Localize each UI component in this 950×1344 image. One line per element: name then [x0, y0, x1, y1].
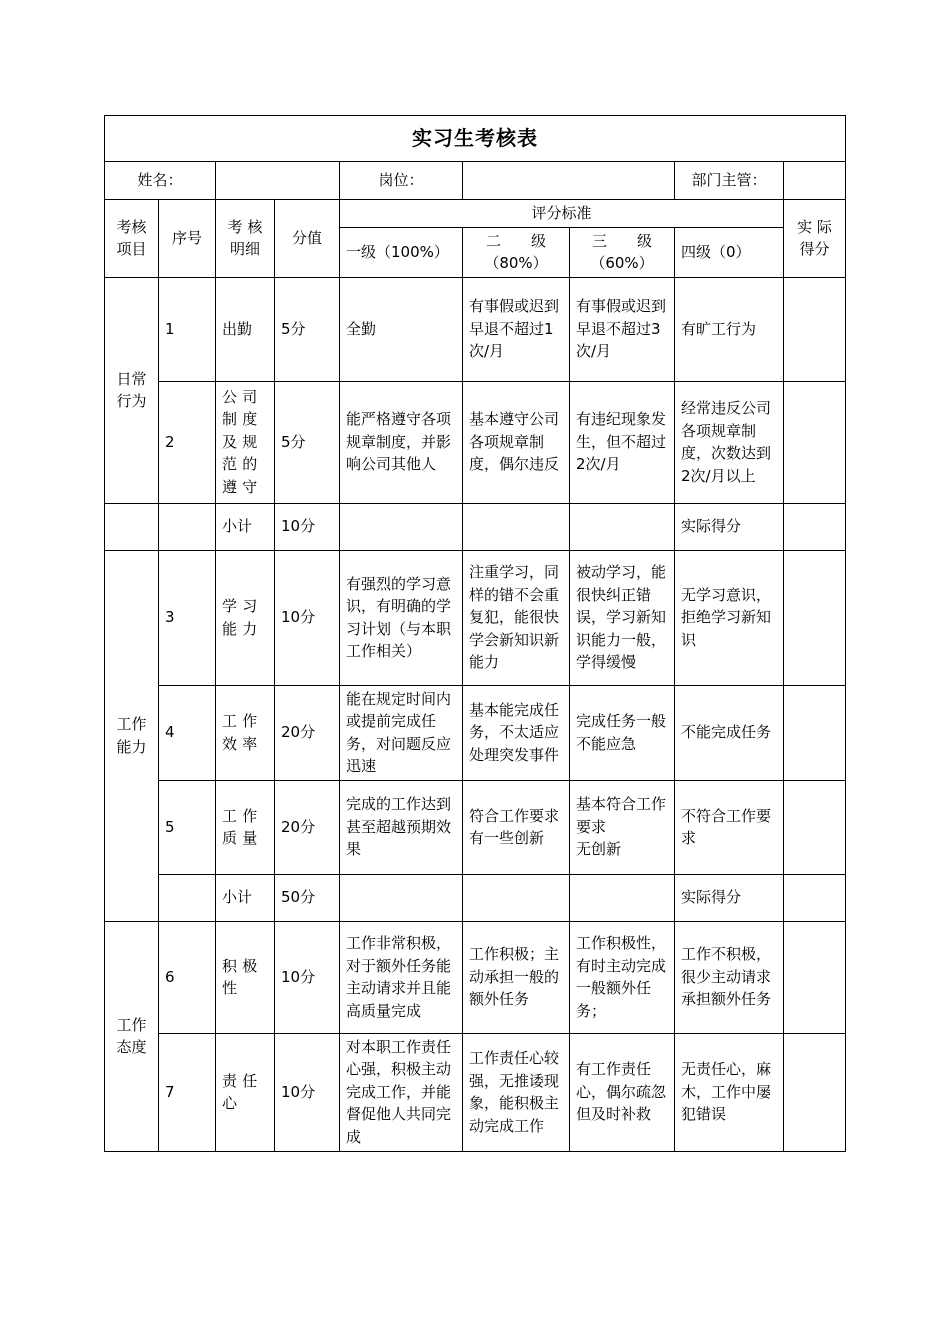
item-detail: 公司制度及规范的遵守 — [216, 381, 275, 503]
header-level2 — [463, 227, 570, 277]
item-level2: 符合工作要求 有一些创新 — [463, 780, 570, 874]
name-label: 姓名： — [105, 162, 216, 200]
header-level2-line: 二 级 — [485, 231, 546, 250]
subtotal-level3 — [570, 503, 675, 550]
category-work-attitude — [105, 921, 159, 1151]
header-category-line: 项目 — [116, 240, 147, 259]
item-actual-score[interactable] — [784, 780, 846, 874]
item-level1: 对本职工作责任心强，积极主动完成工作，并能督促他人共同完成 — [340, 1033, 463, 1151]
subtotal-label: 小计 — [216, 874, 275, 921]
item-level2: 基本遵守公司各项规章制度，偶尔违反 — [463, 381, 570, 503]
item-level1: 全勤 — [340, 277, 463, 381]
item-level3: 有工作责任心，偶尔疏忽但及时补救 — [570, 1033, 675, 1151]
item-seq: 1 — [159, 277, 216, 381]
item-detail: 学习能力 — [216, 550, 275, 685]
item-level3: 有违纪现象发生，但不超过2次/月 — [570, 381, 675, 503]
item-level4: 无学习意识，拒绝学习新知识 — [675, 550, 784, 685]
item-level2: 有事假或迟到早退不超过1次/月 — [463, 277, 570, 381]
header-detail-line: 考 核 — [227, 217, 263, 236]
item-level1: 能严格遵守各项规章制度，并影响公司其他人 — [340, 381, 463, 503]
item-actual-score[interactable] — [784, 550, 846, 685]
header-actual-line: 得分 — [799, 240, 830, 259]
item-seq: 3 — [159, 550, 216, 685]
item-level2: 注重学习，同样的错不会重复犯，能很快学会新知识新能力 — [463, 550, 570, 685]
name-field[interactable] — [216, 162, 340, 200]
item-seq: 6 — [159, 921, 216, 1033]
item-level2: 工作责任心较强，无推诿现象，能积极主动完成工作 — [463, 1033, 570, 1151]
subtotal-level3 — [570, 874, 675, 921]
post-field[interactable] — [463, 162, 675, 200]
header-score: 分值 — [275, 200, 340, 278]
subtotal-actual-score[interactable] — [784, 874, 846, 921]
category-work-ability — [105, 550, 159, 921]
item-detail: 责任心 — [216, 1033, 275, 1151]
item-score: 10分 — [275, 1033, 340, 1151]
subtotal-label: 小计 — [216, 503, 275, 550]
category-line: 态度 — [116, 1038, 147, 1056]
header-detail-line: 明细 — [229, 240, 260, 259]
item-level3: 完成任务一般 不能应急 — [570, 685, 675, 780]
category-line: 工作 — [116, 715, 147, 733]
category-line: 工作 — [116, 1015, 147, 1034]
item-level4: 不符合工作要求 — [675, 780, 784, 874]
subtotal-level2 — [463, 874, 570, 921]
subtotal-actual-score[interactable] — [784, 503, 846, 550]
subtotal-score: 50分 — [275, 874, 340, 921]
item-score: 20分 — [275, 685, 340, 780]
header-level3-line: 三 级 — [591, 231, 652, 250]
header-level2-line: （80%） — [484, 254, 548, 272]
item-seq: 2 — [159, 381, 216, 503]
header-actual — [784, 200, 846, 278]
item-actual-score[interactable] — [784, 921, 846, 1033]
subtotal-actual-label: 实际得分 — [675, 503, 784, 550]
item-level2: 基本能完成任务，不太适应处理突发事件 — [463, 685, 570, 780]
item-score: 10分 — [275, 550, 340, 685]
item-level4: 无责任心，麻木，工作中屡犯错误 — [675, 1033, 784, 1151]
item-seq: 4 — [159, 685, 216, 780]
item-level4: 不能完成任务 — [675, 685, 784, 780]
item-seq: 7 — [159, 1033, 216, 1151]
item-level3: 被动学习，能很快纠正错误，学习新知识能力一般，学得缓慢 — [570, 550, 675, 685]
item-detail: 积极性 — [216, 921, 275, 1033]
item-score: 5分 — [275, 381, 340, 503]
item-actual-score[interactable] — [784, 1033, 846, 1151]
item-level4: 工作不积极，很少主动请求承担额外任务 — [675, 921, 784, 1033]
header-detail — [216, 200, 275, 278]
header-standard: 评分标准 — [340, 200, 784, 228]
item-level2: 工作积极；主动承担一般的额外任务 — [463, 921, 570, 1033]
category-line: 日常 — [116, 369, 147, 388]
item-score: 5分 — [275, 277, 340, 381]
item-score: 20分 — [275, 780, 340, 874]
subtotal-actual-label: 实际得分 — [675, 874, 784, 921]
item-actual-score[interactable] — [784, 685, 846, 780]
item-detail: 工作质量 — [216, 780, 275, 874]
item-level1: 完成的工作达到甚至超越预期效果 — [340, 780, 463, 874]
header-level3-line: （60%） — [590, 254, 654, 272]
supervisor-label: 部门主管： — [675, 162, 784, 200]
item-level4: 经常违反公司各项规章制度，次数达到2次/月以上 — [675, 381, 784, 503]
item-actual-score[interactable] — [784, 277, 846, 381]
header-actual-line: 实 际 — [797, 217, 832, 236]
category-line: 行为 — [116, 392, 147, 410]
subtotal-score: 10分 — [275, 503, 340, 550]
item-actual-score[interactable] — [784, 381, 846, 503]
subtotal-level1 — [340, 503, 463, 550]
header-seq: 序号 — [159, 200, 216, 278]
header-level4: 四级（0） — [675, 227, 784, 277]
supervisor-field[interactable] — [784, 162, 846, 200]
header-level3 — [570, 227, 675, 277]
subtotal-level1 — [340, 874, 463, 921]
category-line: 能力 — [116, 737, 147, 756]
item-seq: 5 — [159, 780, 216, 874]
header-category-line: 考核 — [116, 217, 147, 236]
page-title: 实习生考核表 — [105, 116, 846, 162]
item-level4: 有旷工行为 — [675, 277, 784, 381]
item-level3: 工作积极性，有时主动完成一般额外任务； — [570, 921, 675, 1033]
assessment-table — [104, 115, 846, 1152]
item-detail: 出勤 — [216, 277, 275, 381]
subtotal-seq — [159, 874, 216, 921]
post-label: 岗位： — [340, 162, 463, 200]
item-level3: 基本符合工作要求 无创新 — [570, 780, 675, 874]
item-level3: 有事假或迟到早退不超过3次/月 — [570, 277, 675, 381]
subtotal-category — [105, 503, 159, 550]
header-category — [105, 200, 159, 278]
subtotal-seq — [159, 503, 216, 550]
item-detail: 工作效率 — [216, 685, 275, 780]
category-daily-behavior — [105, 277, 159, 503]
header-level1: 一级（100%） — [340, 227, 463, 277]
item-score: 10分 — [275, 921, 340, 1033]
item-level1: 有强烈的学习意识，有明确的学习计划（与本职工作相关） — [340, 550, 463, 685]
subtotal-level2 — [463, 503, 570, 550]
item-level1: 工作非常积极，对于额外任务能主动请求并且能高质量完成 — [340, 921, 463, 1033]
item-level1: 能在规定时间内或提前完成任务，对问题反应迅速 — [340, 685, 463, 780]
